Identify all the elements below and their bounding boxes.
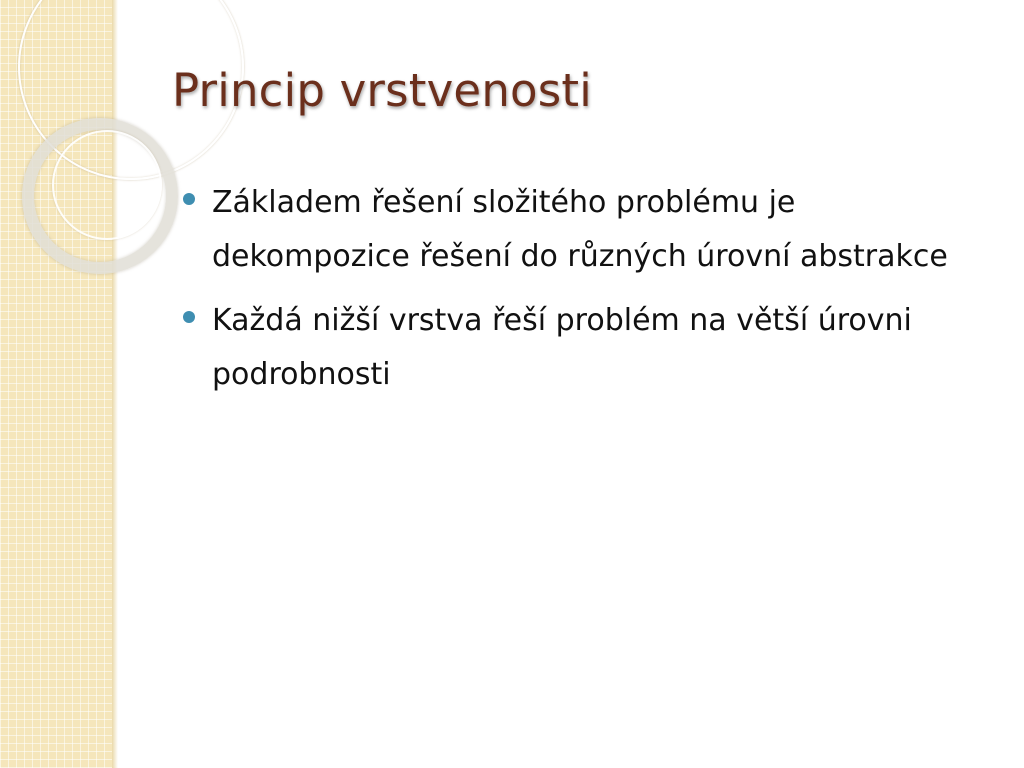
bullet-list — [180, 176, 970, 412]
bullet-dot-icon — [183, 193, 195, 205]
bullet-text: Základem řešení složitého problému je dekompozice řešení do různých úrovní abstrakce — [212, 185, 948, 274]
bullet-text: Každá nižší vrstva řeší problém na větší úrovni podrobnosti — [212, 303, 912, 392]
slide-title: Princip vrstvenosti — [172, 64, 592, 117]
bullet-dot-icon — [183, 311, 195, 323]
bullet-item — [180, 176, 970, 284]
decorative-ring-small — [52, 130, 162, 240]
bullet-item — [180, 294, 970, 402]
